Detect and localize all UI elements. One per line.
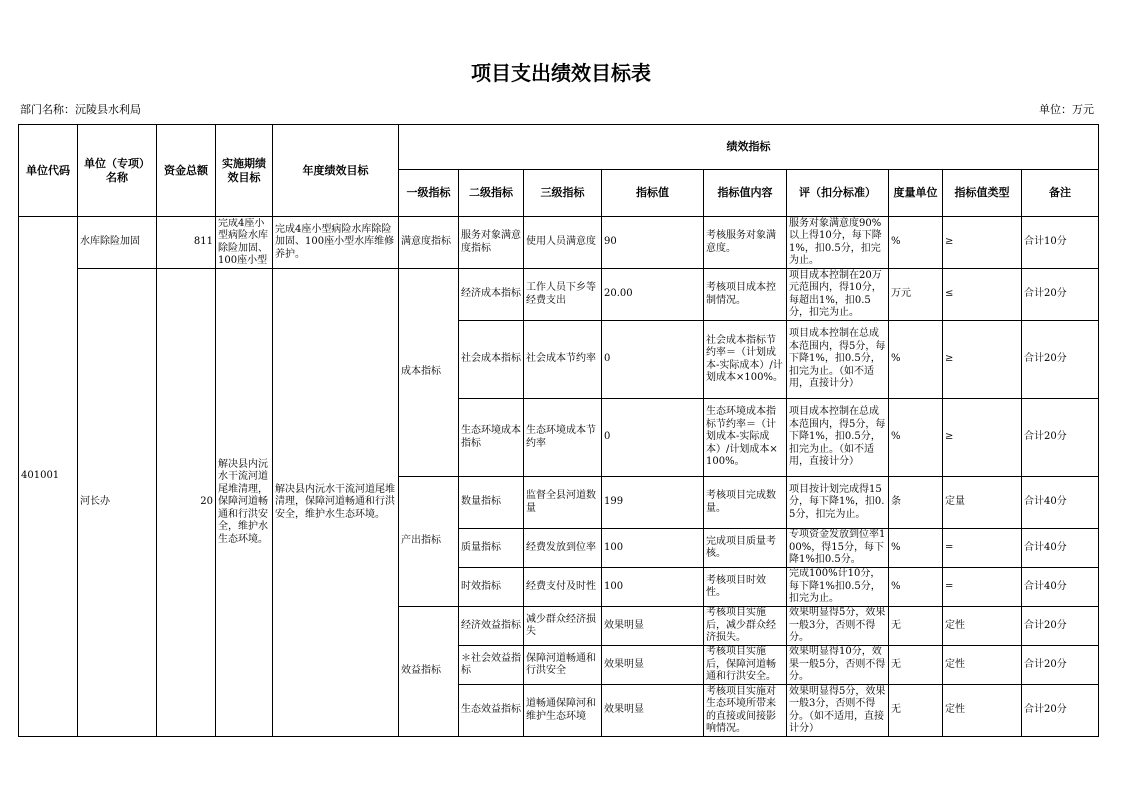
table-row <box>19 269 1099 321</box>
value-cell: 效果明显 <box>602 685 704 737</box>
content-cell: 生态环境成本指标节约率＝（计划成本-实际成本）/计划成本×100%。 <box>704 399 787 477</box>
header-unit-name: 单位（专项）名称 <box>78 125 157 217</box>
level1-cell: 效益指标 <box>399 607 459 737</box>
scoring-cell: 效果明显得10分，效果一般5分，否则不得分。 <box>787 646 889 685</box>
type-cell: 定性 <box>943 646 1022 685</box>
remark-cell: 合计20分 <box>1022 685 1099 737</box>
value-cell: 20.00 <box>602 269 704 321</box>
remark-cell: 合计40分 <box>1022 477 1099 529</box>
level3-cell: 保障河道畅通和行洪安全 <box>524 646 602 685</box>
level2-cell: 质量指标 <box>459 529 524 568</box>
level2-cell: 生态环境成本指标 <box>459 399 524 477</box>
annual-goal-cell: 完成4座小型病险水库除险加固、100座小型水库维修养护。 <box>273 217 399 269</box>
annual-goal-cell: 解决县内沅水干流河道尾堆清理，保障河道畅通和行洪安全，维护水生态环境。 <box>273 269 399 737</box>
type-cell: ≥ <box>943 217 1022 269</box>
type-cell: 定量 <box>943 477 1022 529</box>
amount-cell: 811 <box>157 217 216 269</box>
content-cell: 考核服务对象满意度。 <box>704 217 787 269</box>
header-remark: 备注 <box>1022 170 1099 217</box>
header-level2: 二级指标 <box>459 170 524 217</box>
content-cell: 考核项目完成数量。 <box>704 477 787 529</box>
unit-cell: 无 <box>889 607 943 646</box>
header-value: 指标值 <box>602 170 704 217</box>
amount-cell: 20 <box>157 269 216 737</box>
level3-cell: 生态环境成本节约率 <box>524 399 602 477</box>
unit-code-cell: 401001 <box>19 217 78 737</box>
header-level1: 一级指标 <box>399 170 459 217</box>
type-cell: ≤ <box>943 269 1022 321</box>
level3-cell: 监督全县河道数量 <box>524 477 602 529</box>
level3-cell: 减少群众经济损失 <box>524 607 602 646</box>
scoring-cell: 效果明显得5分，效果一般3分，否则不得分。（如不适用，直接计分） <box>787 685 889 737</box>
level2-cell: 经济效益指标 <box>459 607 524 646</box>
type-cell: 定性 <box>943 607 1022 646</box>
impl-goal-cell: 解决县内沅水干流河道尾堆清理，保障河道畅通和行洪安全，维护水生态环境。 <box>216 269 273 737</box>
unit-cell: % <box>889 321 943 399</box>
content-cell: 考核项目实施对生态环境所带来的直接或间接影响情况。 <box>704 685 787 737</box>
table-row <box>19 217 1099 269</box>
value-cell: 效果明显 <box>602 607 704 646</box>
scoring-cell: 项目成本控制在总成本范围内，得5分，每下降1%，扣0.5分，扣完为止。（如不适用，直接计分） <box>787 321 889 399</box>
project-name-cell: 水库除险加固 <box>78 217 157 269</box>
level2-cell: 社会成本指标 <box>459 321 524 399</box>
level3-cell: 经费发放到位率 <box>524 529 602 568</box>
value-cell: 199 <box>602 477 704 529</box>
header-measure-unit: 度量单位 <box>889 170 943 217</box>
unit-cell: 条 <box>889 477 943 529</box>
header-impl-goal: 实施期绩效目标 <box>216 125 273 217</box>
currency-unit: 单位：万元 <box>1039 103 1094 116</box>
content-cell: 考核项目实施后，保障河道畅通和行洪安全。 <box>704 646 787 685</box>
header-row-1 <box>19 125 1099 170</box>
content-cell: 考核项目成本控制情况。 <box>704 269 787 321</box>
type-cell: ≥ <box>943 399 1022 477</box>
unit-cell: 万元 <box>889 269 943 321</box>
unit-cell: % <box>889 217 943 269</box>
unit-cell: % <box>889 529 943 568</box>
department-name: 部门名称：沅陵县水利局 <box>20 103 141 116</box>
value-cell: 0 <box>602 321 704 399</box>
level2-cell: 服务对象满意度指标 <box>459 217 524 269</box>
content-cell: 社会成本指标节约率＝（计划成本-实际成本）/计划成本×100%。 <box>704 321 787 399</box>
header-scoring: 评（扣分标准） <box>787 170 889 217</box>
value-cell: 0 <box>602 399 704 477</box>
remark-cell: 合计20分 <box>1022 321 1099 399</box>
value-cell: 100 <box>602 568 704 607</box>
header-annual-goal: 年度绩效目标 <box>273 125 399 217</box>
level2-cell: 生态效益指标 <box>459 685 524 737</box>
level2-cell: ＊社会效益指标 <box>459 646 524 685</box>
unit-cell: 无 <box>889 646 943 685</box>
remark-cell: 合计40分 <box>1022 529 1099 568</box>
header-total-funds: 资金总额 <box>157 125 216 217</box>
scoring-cell: 项目成本控制在20万元范围内，得10分，每超出1%，扣0.5分，扣完为止。 <box>787 269 889 321</box>
level3-cell: 经费支付及时性 <box>524 568 602 607</box>
unit-cell: % <box>889 399 943 477</box>
level3-cell: 社会成本节约率 <box>524 321 602 399</box>
header-value-type: 指标值类型 <box>943 170 1022 217</box>
page-title: 项目支出绩效目标表 <box>471 61 651 85</box>
value-cell: 100 <box>602 529 704 568</box>
remark-cell: 合计40分 <box>1022 568 1099 607</box>
remark-cell: 合计20分 <box>1022 607 1099 646</box>
unit-cell: 无 <box>889 685 943 737</box>
header-content: 指标值内容 <box>704 170 787 217</box>
level3-cell: 使用人员满意度 <box>524 217 602 269</box>
content-cell: 考核项目实施后，减少群众经济损失。 <box>704 607 787 646</box>
level1-cell: 成本指标 <box>399 269 459 477</box>
value-cell: 效果明显 <box>602 646 704 685</box>
type-cell: = <box>943 529 1022 568</box>
project-name-cell: 河长办 <box>78 269 157 737</box>
scoring-cell: 项目成本控制在总成本范围内，得5分，每下降1%，扣0.5分，扣完为止。（如不适用，直接计分） <box>787 399 889 477</box>
level3-cell: 道畅通保障河和维护生态环境 <box>524 685 602 737</box>
scoring-cell: 专项资金发放到位率100%，得15分，每下降1%扣0.5分。 <box>787 529 889 568</box>
scoring-cell: 服务对象满意度90%以上得10分，每下降1%，扣0.5分，扣完为止。 <box>787 217 889 269</box>
header-perf-indicators: 绩效指标 <box>399 125 1099 170</box>
remark-cell: 合计20分 <box>1022 399 1099 477</box>
remark-cell: 合计10分 <box>1022 217 1099 269</box>
type-cell: 定性 <box>943 685 1022 737</box>
level1-cell: 满意度指标 <box>399 217 459 269</box>
level2-cell: 时效指标 <box>459 568 524 607</box>
remark-cell: 合计20分 <box>1022 269 1099 321</box>
level1-cell: 产出指标 <box>399 477 459 607</box>
content-cell: 考核项目时效性。 <box>704 568 787 607</box>
level2-cell: 数量指标 <box>459 477 524 529</box>
impl-goal-text: 完成4座小型病险水库除险加固、100座小型 <box>218 217 268 266</box>
scoring-cell: 项目按计划完成得15分，每下降1%，扣0.5分，扣完为止。 <box>787 477 889 529</box>
value-cell: 90 <box>602 217 704 269</box>
level3-cell: 工作人员下乡等经费支出 <box>524 269 602 321</box>
type-cell: ≥ <box>943 321 1022 399</box>
remark-cell: 合计20分 <box>1022 646 1099 685</box>
content-cell: 完成项目质量考核。 <box>704 529 787 568</box>
header-unit-code: 单位代码 <box>19 125 78 217</box>
header-level3: 三级指标 <box>524 170 602 217</box>
scoring-cell: 效果明显得5分，效果一般3分，否则不得分。 <box>787 607 889 646</box>
unit-cell: % <box>889 568 943 607</box>
performance-target-table <box>18 124 1099 737</box>
scoring-cell: 完成100%计10分，每下降1%扣0.5分，扣完为止。 <box>787 568 889 607</box>
type-cell: = <box>943 568 1022 607</box>
level2-cell: 经济成本指标 <box>459 269 524 321</box>
impl-goal-cell <box>216 217 273 269</box>
